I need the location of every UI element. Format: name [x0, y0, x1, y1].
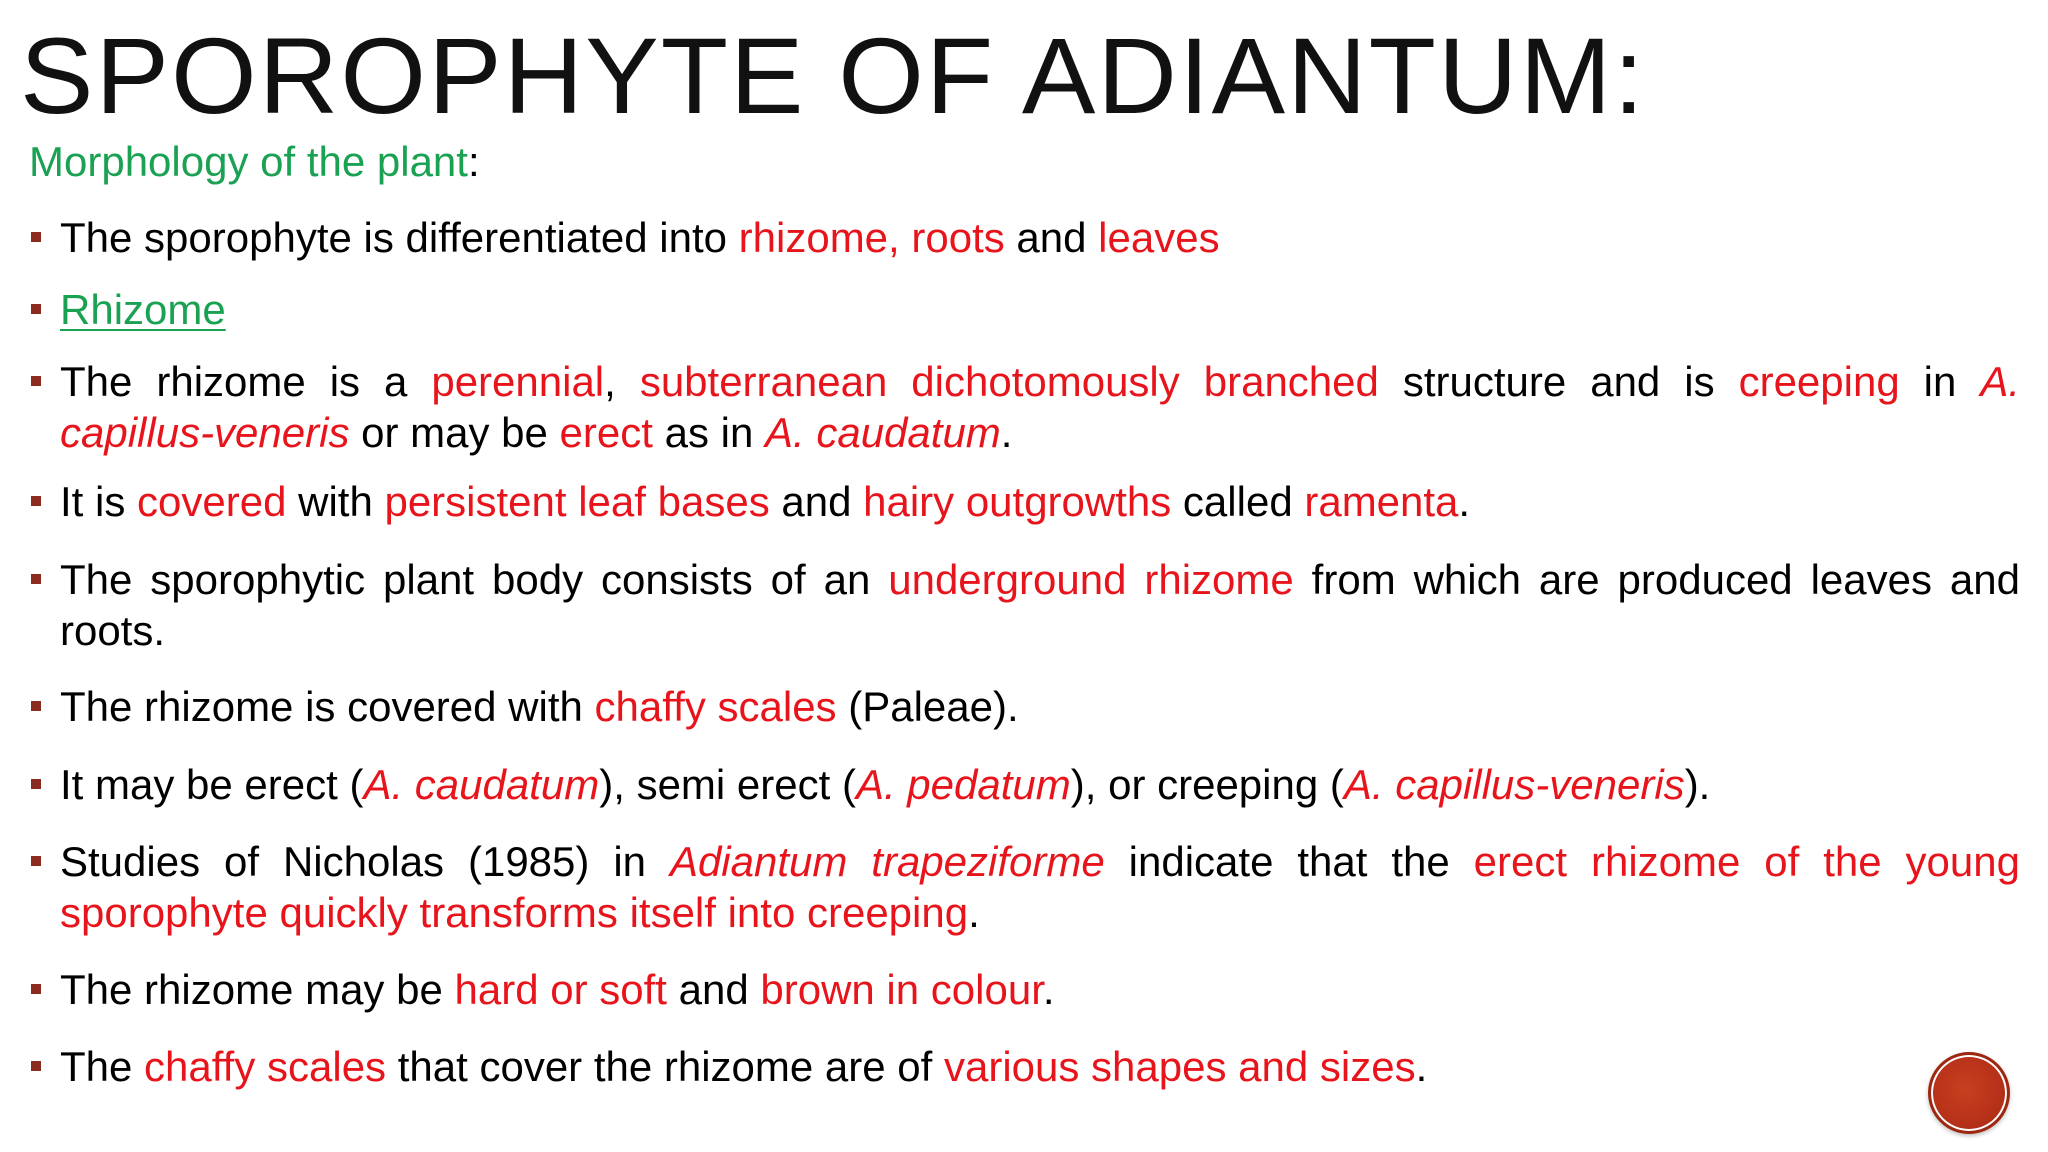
bullet-text: The sporophytic plant body consists of an — [60, 556, 889, 603]
bullet-text: with — [286, 478, 385, 525]
species-name: A. capillus-veneris — [1343, 761, 1685, 808]
bullet-text: and — [666, 966, 761, 1013]
bullet-text: The — [60, 1043, 145, 1090]
bullet-text: structure and is — [1378, 358, 1739, 405]
bullet-highlight: chaffy scales — [144, 1043, 387, 1090]
bullet-text: or may be — [349, 409, 560, 456]
bullet-text: . — [1458, 478, 1471, 525]
bullet-text: that cover the rhizome are of — [386, 1043, 944, 1090]
bullet-text: (Paleae). — [836, 683, 1019, 730]
bullet-text: The rhizome is a — [60, 358, 432, 405]
bullet-highlight: persistent leaf bases — [384, 478, 770, 525]
bullet-highlight: rhizome, roots — [738, 214, 1005, 261]
bullet-text: as in — [652, 409, 765, 456]
red-circle-button[interactable] — [1928, 1052, 2010, 1134]
bullet-item — [60, 212, 2020, 263]
bullet-text: It may be erect ( — [60, 761, 364, 808]
bullet-item — [60, 476, 2020, 527]
bullet-highlight: brown in colour — [760, 966, 1043, 1013]
bullet-text: indicate that the — [1104, 838, 1474, 885]
bullet-highlight: leaves — [1098, 214, 1220, 261]
bullet-item — [60, 554, 2020, 656]
bullet-highlight: hard or soft — [454, 966, 667, 1013]
bullet-highlight: erect — [559, 409, 653, 456]
bullet-text: , — [604, 358, 640, 405]
bullet-item — [60, 681, 2020, 732]
species-name: Adiantum trapeziforme — [669, 838, 1105, 885]
bullet-highlight: various shapes and sizes — [944, 1043, 1416, 1090]
bullet-text: in — [1899, 358, 1981, 405]
rhizome-subheading: Rhizome — [60, 286, 226, 333]
bullet-text: The sporophyte is differentiated into — [60, 214, 739, 261]
bullet-item — [60, 759, 2020, 810]
bullet-text: and — [1004, 214, 1099, 261]
section-heading — [29, 138, 480, 186]
bullet-highlight: creeping — [1738, 358, 1900, 405]
bullet-highlight: ramenta — [1304, 478, 1459, 525]
section-heading-label: Morphology of the plant — [29, 138, 468, 185]
species-name: A. capillus-veneris — [60, 358, 2021, 456]
bullet-text: . — [1042, 966, 1055, 1013]
species-name: A. caudatum — [363, 761, 600, 808]
bullet-text: The rhizome may be — [60, 966, 455, 1013]
section-heading-colon: : — [467, 138, 480, 185]
bullet-text: The rhizome is covered with — [60, 683, 595, 730]
bullet-text: and — [769, 478, 864, 525]
bullet-highlight: covered — [137, 478, 287, 525]
bullet-text: It is — [60, 478, 138, 525]
bullet-text: . — [1000, 409, 1013, 456]
species-name: A. pedatum — [855, 761, 1071, 808]
bullet-text: . — [968, 889, 980, 936]
species-name: A. caudatum — [764, 409, 1001, 456]
bullet-item — [60, 836, 2020, 938]
bullet-text: called — [1171, 478, 1305, 525]
bullet-highlight: hairy outgrowths — [863, 478, 1172, 525]
bullet-highlight: chaffy scales — [594, 683, 837, 730]
bullet-text: ). — [1684, 761, 1711, 808]
bullet-item — [60, 356, 2020, 458]
bullet-text: ), semi erect ( — [599, 761, 856, 808]
bullet-item — [60, 284, 2020, 335]
bullet-text: ), or creeping ( — [1070, 761, 1344, 808]
bullet-text: Studies of Nicholas (1985) in — [60, 838, 670, 885]
bullet-highlight: perennial — [431, 358, 605, 405]
bullet-highlight: erect rhizome of the young sporophyte quickly transforms itself into creeping — [60, 838, 2020, 936]
bullet-text: . — [1415, 1043, 1428, 1090]
bullet-item — [60, 1041, 2020, 1092]
bullet-item — [60, 964, 2020, 1015]
bullet-text: from which are produced leaves and roots. — [60, 556, 2020, 654]
bullet-highlight: underground rhizome — [888, 556, 1294, 603]
bullet-highlight: subterranean dichotomously branched — [639, 358, 1379, 405]
slide-title: SPOROPHYTE OF ADIANTUM: — [20, 15, 1647, 136]
